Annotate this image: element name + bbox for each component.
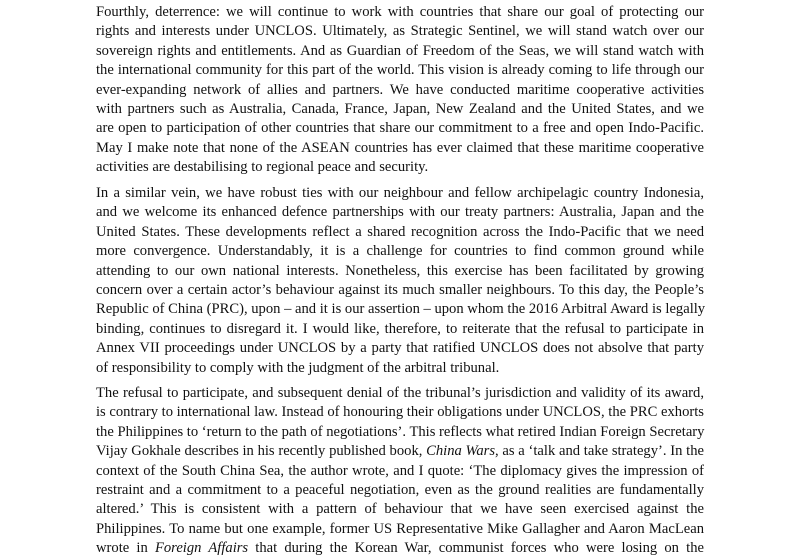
- text-line: Annex VII proceedings under UNCLOS by a party that ratified UNCLOS does not absolve that party: [96, 340, 704, 357]
- text-segment: , as a ‘talk and take strategy’. In the: [495, 443, 704, 460]
- text-line: the Philippines to ‘return to the path of negotiations’. This reflects what retired Indian Foreign Secretary: [96, 423, 705, 440]
- paragraph-indonesia-ties: [96, 184, 704, 378]
- text-line: context of the South China Sea, the author wrote, and I quote: ‘The diplomacy gives the impression of: [96, 462, 704, 479]
- text-line: sovereign rights and entitlements. And as Guardian of Freedom of the Seas, we will stand watch with: [96, 42, 704, 59]
- text-line: Philippines. To name but one example, former US Representative Mike Gallagher and Aaron MacLean: [96, 520, 704, 537]
- text-line: more convergence. Understandably, it is a challenge for countries to find common ground while: [96, 243, 704, 260]
- italic-title: Foreign Affairs: [154, 540, 249, 557]
- text-segment: wrote in: [96, 540, 155, 557]
- text-line: attending to our own national interests. Nonetheless, this exercise has been facilitated by growing: [96, 262, 704, 279]
- text-line: binding, continues to disregard it. I would like, therefore, to reiterate that the refusal to participate in: [96, 320, 704, 337]
- text-line: are open to participation of other countries that share our commitment to a free and open Indo-Pacific.: [96, 120, 704, 137]
- text-segment: Vijay Gokhale describes in his recently published book,: [96, 443, 427, 460]
- text-line: with partners such as Australia, Canada, France, Japan, New Zealand and the United States, and we: [96, 100, 704, 117]
- text-line: ever-expanding network of allies and partners. We have conducted maritime cooperative activities: [96, 81, 704, 98]
- paragraph-deterrence: [96, 3, 704, 178]
- italic-title: China Wars: [426, 443, 496, 460]
- text-line: Republic of China (PRC), upon – and it is our assertion – upon whom the 2016 Arbitral Award is legally: [96, 301, 706, 318]
- text-line: [96, 442, 704, 461]
- paragraph-tribunal-refusal: [96, 384, 704, 559]
- text-line: restraint and a commitment to a peaceful negotiation, even as the ground realities are fundamentally: [96, 481, 704, 498]
- text-line: and we welcome its enhanced defence partnerships with our treaty partners: Australia, Japan and the: [96, 204, 704, 221]
- text-line: rights and interests under UNCLOS. Ultimately, as Strategic Sentinel, we will stand watch over our: [96, 23, 704, 40]
- text-line: [96, 539, 704, 558]
- text-line: The refusal to participate, and subsequent denial of the tribunal’s jurisdiction and validity of its award,: [96, 385, 704, 401]
- text-line: Fourthly, deterrence: we will continue to work with countries that share our goal of protecting our: [96, 4, 704, 20]
- text-segment: that during the Korean War, communist forces who were losing on the: [248, 540, 704, 557]
- text-line: of responsibility to comply with the judgment of the arbitral tribunal.: [96, 359, 500, 376]
- text-line: concern over a certain actor’s behaviour against its much smaller neighbours. To this day, the People’s: [96, 281, 704, 298]
- text-line: In a similar vein, we have robust ties with our neighbour and fellow archipelagic country Indonesia,: [96, 185, 704, 201]
- text-line: altered.’ This is consistent with a pattern of behaviour that we have seen exercised against the: [96, 501, 704, 518]
- text-line: May I make note that none of the ASEAN countries has ever claimed that these maritime cooperative: [96, 139, 704, 156]
- text-line: United States. These developments reflect a shared recognition across the Indo-Pacific that we need: [96, 223, 704, 240]
- text-line: the international community for this part of the world. This vision is already coming to life through our: [96, 62, 704, 79]
- text-line: activities are destabilising to regional peace and security.: [96, 159, 429, 176]
- text-line: is contrary to international law. Instead of honouring their obligations under UNCLOS, the PRC exhorts: [96, 404, 704, 421]
